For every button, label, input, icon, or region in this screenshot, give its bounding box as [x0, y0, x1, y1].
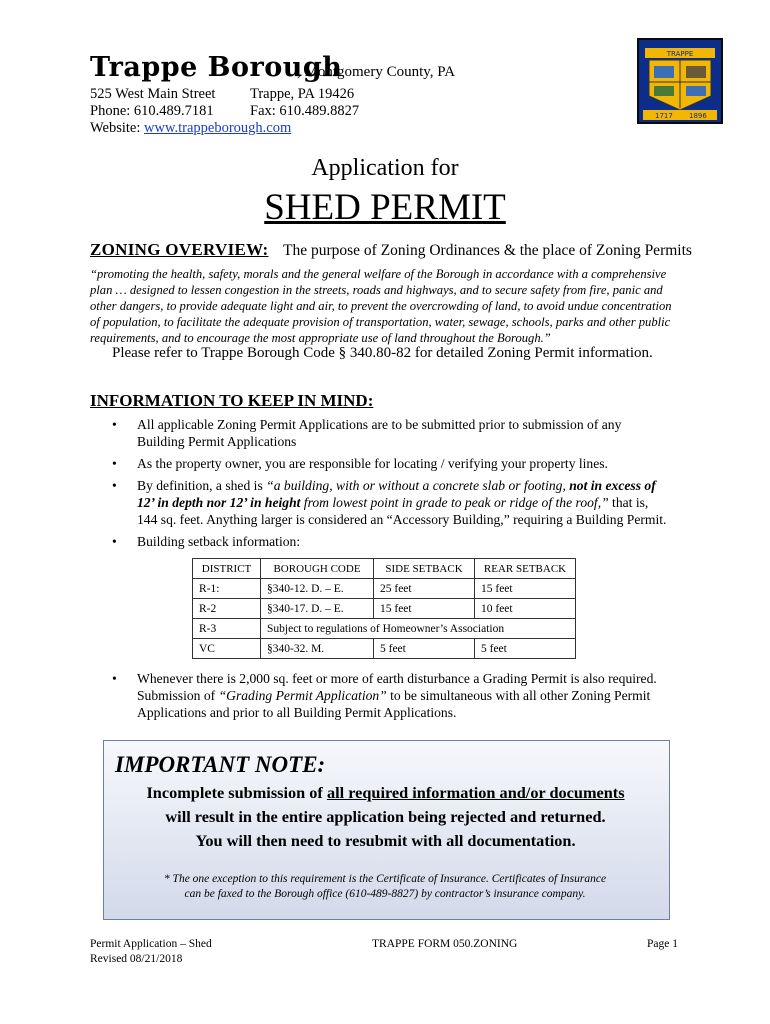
street-address: 525 West Main Street	[90, 86, 216, 102]
column-header: DISTRICT	[193, 559, 261, 579]
setback-table	[192, 558, 576, 659]
seal-top-text: TRAPPE	[666, 50, 694, 58]
text-run: from lowest point in grade to peak or ridge of the roof,”	[300, 495, 609, 510]
table-row	[193, 619, 576, 639]
table-cell: Subject to regulations of Homeowner’s Association	[261, 619, 576, 639]
city-state: Trappe, PA 19426	[250, 86, 355, 102]
website-line	[90, 120, 291, 137]
text-run: Incomplete submission of	[146, 783, 327, 802]
bullet-icon: •	[112, 534, 117, 549]
text-run: all required information and/or documents	[326, 783, 625, 802]
quote-line: plan … designed to lessen congestion in the streets, roads and highways, and to secure safety from fire, panic and	[90, 283, 663, 297]
application-for-text: Application for	[311, 155, 459, 181]
table-cell: 10 feet	[475, 599, 576, 619]
bullet-icon: •	[112, 671, 117, 686]
footer-form-name: Permit Application – Shed	[90, 938, 212, 950]
info-bullet-list	[112, 416, 692, 555]
note-footnote	[120, 872, 650, 902]
bullet-item	[112, 477, 692, 528]
zoning-overview-heading: ZONING OVERVIEW:	[90, 240, 269, 259]
table-cell: §340-17. D. – E.	[261, 599, 374, 619]
table-cell: 5 feet	[374, 639, 475, 659]
bullet-item	[112, 455, 692, 472]
seal-year-left: 1717	[655, 112, 673, 120]
table-header-row	[193, 559, 576, 579]
table-cell: R-2	[193, 599, 261, 619]
quote-line: “promoting the health, safety, morals and the general welfare of the Borough in accordance with a comprehensive	[90, 267, 667, 281]
column-header: REAR SETBACK	[475, 559, 576, 579]
bullet-text: As the property owner, you are responsible for locating / verifying your property lines.	[137, 456, 608, 471]
text-run: “a building, with or without a concrete slab or footing,	[266, 478, 570, 493]
note-line-1	[103, 783, 668, 803]
shed-permit-title: SHED PERMIT	[264, 187, 506, 228]
bullet-text: Whenever there is 2,000 sq. feet or more of earth disturbance a Grading Permit is also required.	[137, 671, 657, 686]
bullet-text	[137, 687, 692, 704]
table-cell: §340-12. D. – E.	[261, 579, 374, 599]
text-run: By definition, a shed is	[137, 478, 267, 493]
bullet-icon: •	[112, 478, 117, 493]
column-header: BOROUGH CODE	[261, 559, 374, 579]
bullet-text: 144 sq. feet. Anything larger is considered an “Accessory Building,” requiring a Building Permit.	[137, 512, 667, 527]
text-run: to be simultaneous with all other Zoning Permit	[386, 688, 651, 703]
quote-line: other dangers, to provide adequate light and air, to prevent the overcrowding of land, to avoid undue concentration	[90, 299, 672, 313]
borough-seal-logo	[637, 38, 723, 124]
column-header: SIDE SETBACK	[374, 559, 475, 579]
bullet-item	[112, 533, 692, 550]
info-heading: INFORMATION TO KEEP IN MIND:	[90, 391, 374, 410]
table-cell: 15 feet	[475, 579, 576, 599]
footer-revised-date: Revised 08/21/2018	[90, 953, 183, 965]
text-run: that is,	[608, 495, 649, 510]
table-cell: R-3	[193, 619, 261, 639]
borough-name: Trappe Borough	[90, 52, 343, 83]
table-cell: 25 feet	[374, 579, 475, 599]
table-cell: §340-32. M.	[261, 639, 374, 659]
text-run: not in excess of	[569, 478, 656, 493]
table-cell: R-1:	[193, 579, 261, 599]
bullet-text: Applications and prior to all Building Permit Applications.	[137, 705, 457, 720]
note-line-3: You will then need to resubmit with all documentation.	[195, 831, 576, 850]
zoning-quote	[90, 266, 690, 346]
county-text: , Montgomery County, PA	[297, 64, 456, 80]
table-row	[193, 599, 576, 619]
footnote-line: can be faxed to the Borough office (610-489-8827) by contractor’s insurance company.	[184, 888, 586, 900]
footer-page-number: Page 1	[647, 938, 678, 950]
bullet-item	[112, 670, 692, 721]
zoning-overview-intro: The purpose of Zoning Ordinances & the place of Zoning Permits	[283, 242, 692, 259]
bullet-text: Building setback information:	[137, 534, 301, 549]
table-cell: 5 feet	[475, 639, 576, 659]
footer-left	[90, 937, 212, 967]
table-row	[193, 639, 576, 659]
table-cell: VC	[193, 639, 261, 659]
text-run: 12’ in depth nor 12’ in height	[137, 495, 301, 510]
note-line-2: will result in the entire application being rejected and returned.	[165, 807, 606, 826]
bullet-item	[112, 416, 692, 450]
info-bullet-list-2	[112, 670, 692, 726]
text-run: Submission of	[137, 688, 219, 703]
footer-form-number: TRAPPE FORM 050.ZONING	[372, 938, 518, 950]
phone-number: Phone: 610.489.7181	[90, 103, 214, 119]
bullet-icon: •	[112, 456, 117, 471]
seal-year-right: 1896	[689, 112, 707, 120]
quote-line: of population, to facilitate the adequate provision of transportation, water, sewage, schools, parks and other public	[90, 315, 671, 329]
website-label: Website:	[90, 120, 144, 136]
table-cell: 15 feet	[374, 599, 475, 619]
footnote-line: * The one exception to this requirement is the Certificate of Insurance. Certificates of Insurance	[163, 873, 607, 885]
important-note-heading: IMPORTANT NOTE:	[115, 752, 326, 777]
quote-line: requirements, and to encourage the most appropriate use of land throughout the Borough.”	[90, 331, 551, 345]
bullet-text: Building Permit Applications	[137, 434, 297, 449]
text-run: “Grading Permit Application”	[218, 688, 387, 703]
website-link[interactable]: www.trappeborough.com	[144, 120, 292, 136]
table-row	[193, 579, 576, 599]
bullet-icon: •	[112, 417, 117, 432]
bullet-text	[137, 477, 692, 494]
seal-graphic	[639, 40, 721, 122]
fax-number: Fax: 610.489.8827	[250, 103, 360, 119]
bullet-text: All applicable Zoning Permit Applications are to be submitted prior to submission of any	[137, 417, 622, 432]
code-reference: Please refer to Trappe Borough Code § 340.80-82 for detailed Zoning Permit information.	[112, 345, 653, 361]
bullet-text	[137, 494, 692, 511]
